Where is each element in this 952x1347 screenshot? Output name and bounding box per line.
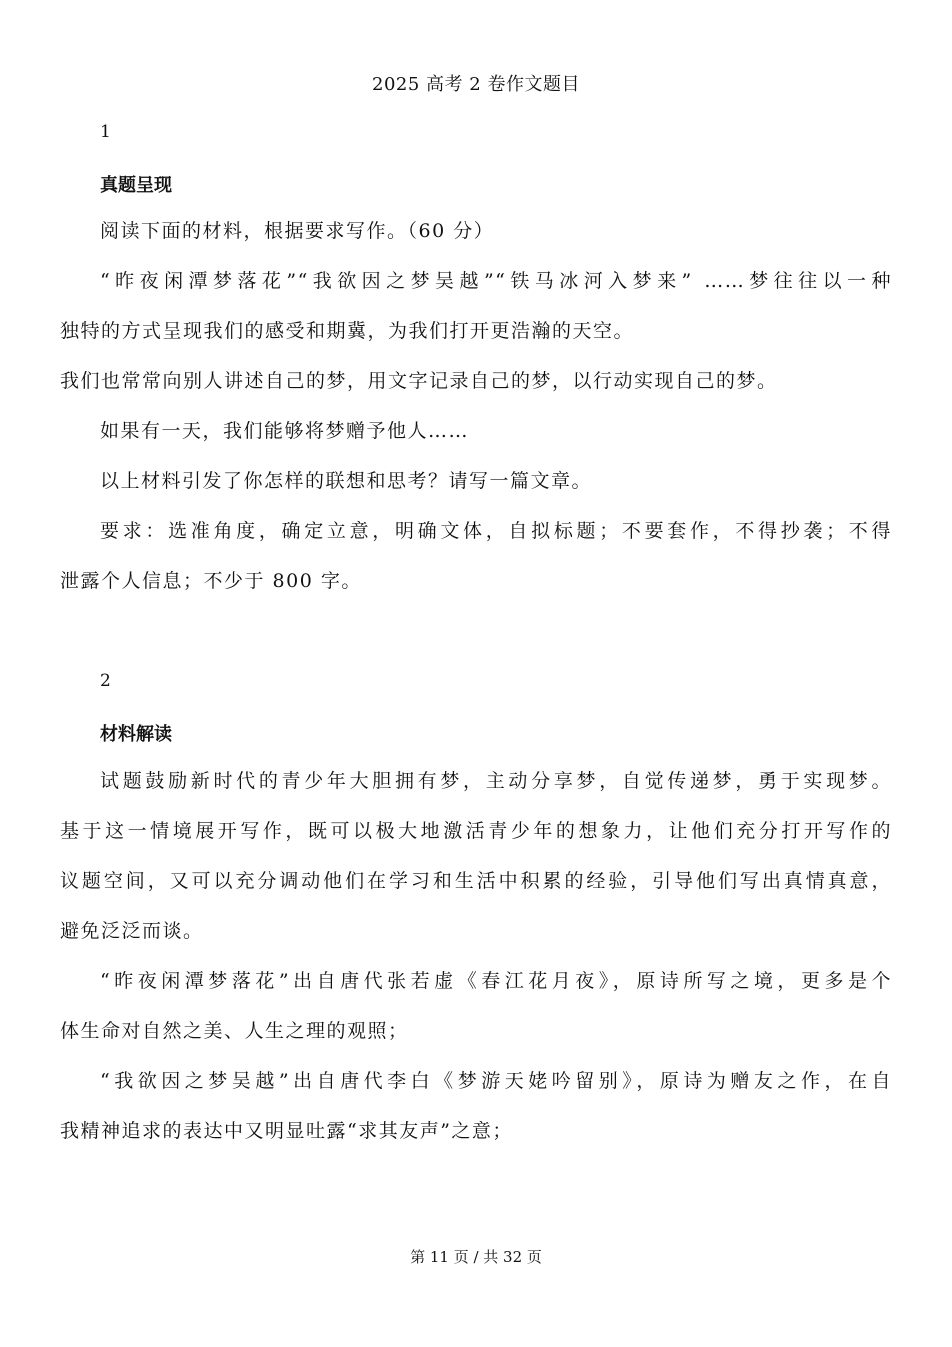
text-line: “昨夜闲潭梦落花”“我欲因之梦吴越”“铁马冰河入梦来” ……梦往往以一种 bbox=[100, 270, 892, 292]
section-number: 2 bbox=[100, 671, 111, 691]
section-heading: 真题呈现 bbox=[100, 175, 172, 196]
text-line: 独特的方式呈现我们的感受和期冀，为我们打开更浩瀚的天空。 bbox=[60, 320, 635, 342]
text-line: 阅读下面的材料，根据要求写作。（60 分） bbox=[100, 220, 495, 242]
text-line: 我们也常常向别人讲述自己的梦，用文字记录自己的梦，以行动实现自己的梦。 bbox=[60, 370, 778, 392]
text-line: 试题鼓励新时代的青少年大胆拥有梦，主动分享梦，自觉传递梦，勇于实现梦。 bbox=[100, 770, 892, 792]
section-heading: 材料解读 bbox=[100, 724, 172, 745]
text-line: “昨夜闲潭梦落花”出自唐代张若虚《春江花月夜》，原诗所写之境，更多是个 bbox=[100, 970, 892, 992]
text-line: 避免泛泛而谈。 bbox=[60, 920, 204, 942]
text-line: 体生命对自然之美、人生之理的观照； bbox=[60, 1020, 409, 1042]
text-line: 如果有一天，我们能够将梦赠予他人…… bbox=[100, 420, 470, 442]
text-line: 要求：选准角度，确定立意，明确文体，自拟标题；不要套作，不得抄袭；不得 bbox=[100, 520, 892, 542]
text-line: 泄露个人信息；不少于 800 字。 bbox=[60, 570, 362, 592]
text-line: 议题空间，又可以充分调动他们在学习和生活中积累的经验，引导他们写出真情真意， bbox=[60, 870, 892, 892]
text-line: 以上材料引发了你怎样的联想和思考？请写一篇文章。 bbox=[100, 470, 593, 492]
text-line: 基于这一情境展开写作，既可以极大地激活青少年的想象力，让他们充分打开写作的 bbox=[60, 820, 892, 842]
page-footer: 第 11 页 / 共 32 页 bbox=[410, 1248, 542, 1266]
document-title: 2025 高考 2 卷作文题目 bbox=[372, 74, 580, 95]
text-line: 我精神追求的表达中又明显吐露“求其友声”之意； bbox=[60, 1120, 513, 1142]
section-number: 1 bbox=[100, 122, 111, 142]
text-line: “我欲因之梦吴越”出自唐代李白《梦游天姥吟留别》，原诗为赠友之作，在自 bbox=[100, 1070, 892, 1092]
